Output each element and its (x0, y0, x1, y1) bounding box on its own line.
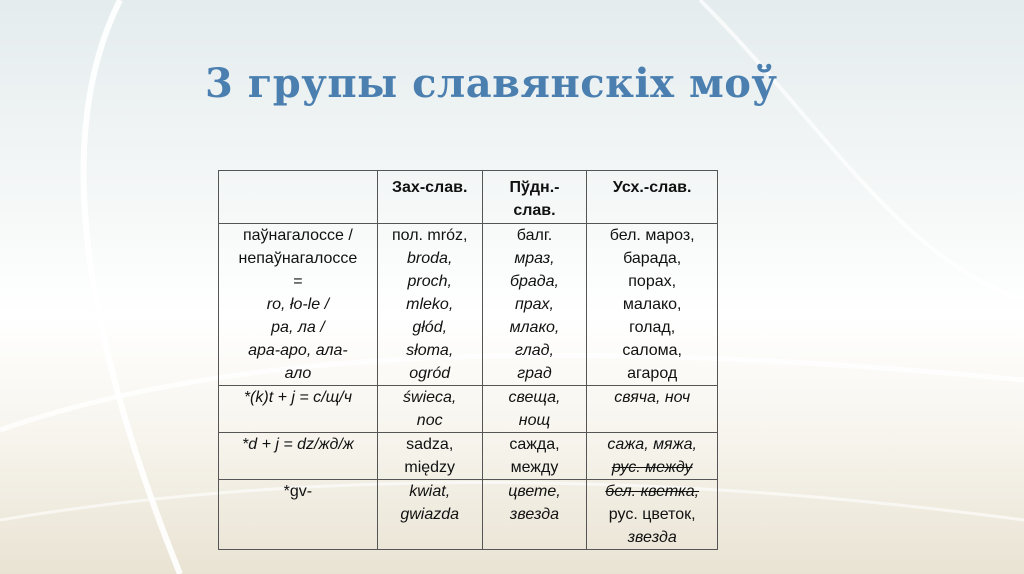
cell-line: бел. мароз, (609, 227, 695, 244)
header-feature (219, 171, 378, 224)
cell-south (482, 386, 587, 433)
cell-east (587, 224, 718, 386)
cell-west (377, 386, 482, 433)
cell-line: mleko, (406, 296, 454, 313)
slavic-languages-table (218, 170, 718, 550)
cell-line: пол. mróz, (391, 227, 468, 244)
cell-feature (219, 480, 378, 550)
cell-line: *gv- (283, 483, 313, 500)
cell-line: рус. между (611, 459, 693, 476)
cell-line: мраз, (514, 250, 555, 267)
cell-line: нощ (518, 412, 551, 429)
cell-line: град (517, 365, 552, 382)
cell-line: między (404, 459, 456, 476)
cell-line: между (510, 459, 559, 476)
cell-line: *(k)t + j = с/щ/ч (243, 389, 352, 406)
cell-south (482, 480, 587, 550)
cell-east (587, 386, 718, 433)
cell-line: прах, (514, 296, 554, 313)
cell-line: брада, (509, 273, 559, 290)
cell-line: малако, (622, 296, 682, 313)
cell-feature (219, 386, 378, 433)
cell-south (482, 224, 587, 386)
cell-east (587, 480, 718, 550)
cell-line: = (293, 273, 303, 290)
cell-line: паўнагалоссе / (242, 227, 353, 244)
table-row (219, 224, 718, 386)
cell-line: *d + j = dz/жд/ж (242, 436, 354, 453)
cell-line: сажда, (509, 436, 560, 453)
header-west: Зах-слав. (377, 171, 482, 224)
cell-line: proch, (407, 273, 452, 290)
header-east: Усх.-слав. (587, 171, 718, 224)
cell-line: świeca, (403, 389, 457, 406)
table-row (219, 386, 718, 433)
cell-line: глад, (515, 342, 554, 359)
cell-feature (219, 224, 378, 386)
cell-line: рус. цветок, (608, 506, 696, 523)
cell-line: барада, (623, 250, 682, 267)
cell-west (377, 480, 482, 550)
cell-line: ало (284, 365, 312, 382)
cell-west (377, 224, 482, 386)
cell-line: słoma, (406, 342, 454, 359)
table-header-row (219, 171, 718, 224)
cell-line: салома, (622, 342, 682, 359)
cell-line: ro, ło-le / (266, 296, 330, 313)
cell-south (482, 433, 587, 480)
cell-line: цвете, (508, 483, 561, 500)
cell-line: голад, (629, 319, 676, 336)
cell-line: млако, (509, 319, 560, 336)
cell-east (587, 433, 718, 480)
cell-line: ogród (409, 365, 451, 382)
cell-west (377, 433, 482, 480)
cell-line: сажа, мяжа, (607, 436, 697, 453)
cell-line: sadza, (406, 436, 454, 453)
cell-line: ара-аро, ала- (248, 342, 348, 359)
cell-line: бел. кветка, (605, 483, 700, 500)
header-south: Пўдн.- слав. (482, 171, 587, 224)
cell-line: gwiazda (400, 506, 460, 523)
cell-line: свеща, (508, 389, 561, 406)
table-row (219, 433, 718, 480)
table-row (219, 480, 718, 550)
cell-line: broda, (407, 250, 453, 267)
cell-line: kwiat, (409, 483, 451, 500)
cell-line: звезда (627, 529, 677, 546)
cell-feature (219, 433, 378, 480)
cell-line: агарод (627, 365, 678, 382)
cell-line: ра, ла / (271, 319, 325, 336)
cell-line: непаўнагалоссе (238, 250, 358, 267)
page-title: 3 групы славянскіх моў (205, 60, 778, 107)
cell-line: звезда (509, 506, 560, 523)
cell-line: noc (416, 412, 443, 429)
cell-line: głód, (412, 319, 448, 336)
cell-line: порах, (628, 273, 677, 290)
cell-line: балг. (516, 227, 553, 244)
cell-line: свяча, ноч (614, 389, 691, 406)
